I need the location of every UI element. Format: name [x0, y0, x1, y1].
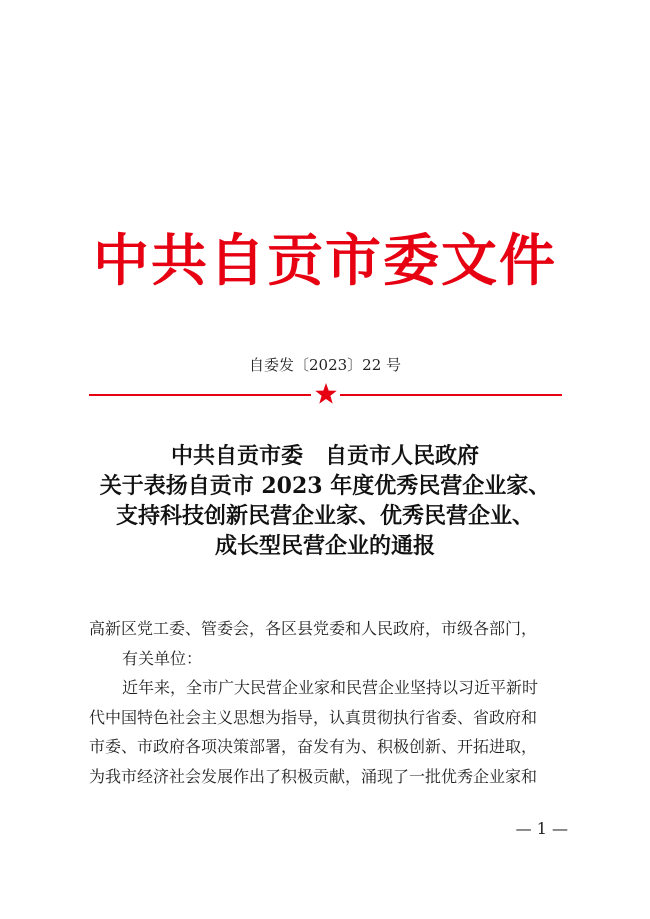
addressee-line: 有关单位：	[122, 648, 203, 668]
paragraph-line: 代中国特色社会主义思想为指导，认真贯彻执行省委、省政府和	[89, 707, 538, 727]
notice-title	[60, 441, 590, 561]
addressee-line: 高新区党工委、管委会，各区县党委和人民政府，市级各部门，	[89, 619, 538, 638]
paragraph-line: 为我市经济社会发展作出了积极贡献，涌现了一批优秀企业家和	[89, 766, 538, 786]
paragraph-line: 近年来，全市广大民营企业家和民营企业坚持以习近平新时	[122, 678, 539, 697]
red-separator-right	[340, 394, 562, 396]
notice-title-line: 成长型民营企业的通报	[214, 533, 435, 559]
notice-title-line: 支持科技创新民营企业家、优秀民营企业、	[115, 503, 534, 529]
paragraph-line: 市委、市政府各项决策部署，奋发有为、积极创新、开拓进取，	[89, 737, 538, 756]
star-icon	[314, 382, 338, 406]
notice-title-line: 中共自贡市委 自贡市人民政府	[170, 443, 479, 469]
document-number: 自委发〔2023〕22 号	[248, 356, 402, 374]
notice-body	[89, 614, 569, 791]
document-header-title: 中共自贡市委文件	[93, 229, 557, 294]
page-number: — 1 —	[515, 819, 568, 838]
notice-title-line: 关于表扬自贡市 2023 年度优秀民营企业家、	[99, 473, 551, 499]
red-separator-left	[89, 394, 311, 396]
